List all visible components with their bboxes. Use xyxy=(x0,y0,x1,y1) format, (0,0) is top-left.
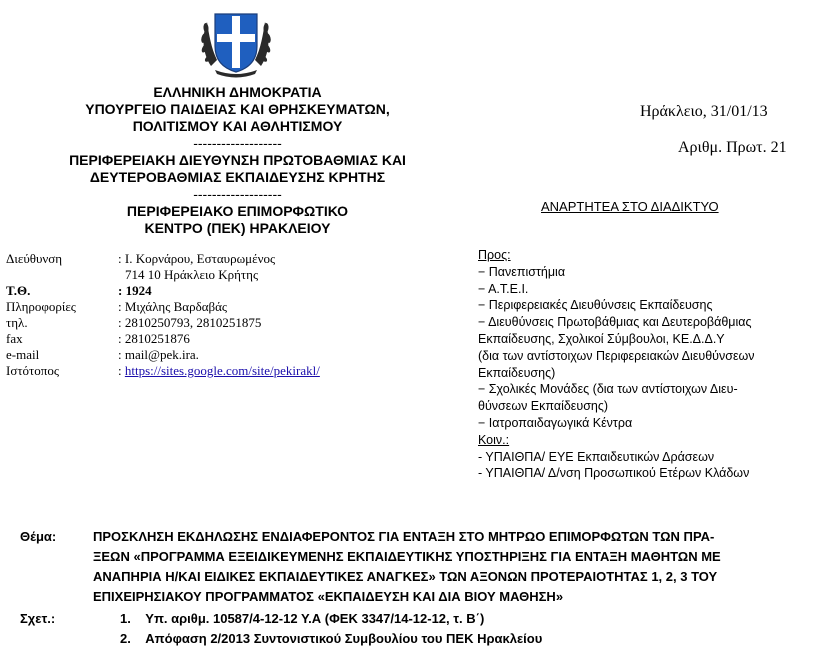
header-line: ΥΠΟΥΡΓΕΙΟ ΠΑΙΔΕΙΑΣ ΚΑΙ ΘΡΗΣΚΕΥΜΑΤΩΝ, xyxy=(85,101,390,117)
contact-person-label: Πληροφορίες xyxy=(6,299,76,314)
related-item-text: Υπ. αριθμ. 10587/4-12-12 Υ.Α (ΦΕΚ 3347/14-12-12, τ. Β΄) xyxy=(145,611,485,626)
website-prefix: : xyxy=(118,363,125,378)
po-box-row xyxy=(6,283,320,299)
subject-label: Θέμα: xyxy=(20,529,57,544)
header-line: ΠΕΡΙΦΕΡΕΙΑΚΟ ΕΠΙΜΟΡΦΩΤΙΚΟ xyxy=(126,203,349,219)
header-line: ΠΟΛΙΤΙΣΜΟΥ ΚΑΙ ΑΘΛΗΤΙΣΜΟΥ xyxy=(132,118,343,134)
subject-line: ΑΝΑΠΗΡΙΑ Η/ΚΑΙ ΕΙΔΙΚΕΣ ΕΚΠΑΙΔΕΥΤΙΚΕΣ ΑΝΑΓΚΕΣ» ΤΩΝ ΑΞΟΝΩΝ ΠΡΟΤΕΡΑΙΟΤΗΤΑΣ 1, 2, 3 ΤΟΥ xyxy=(93,569,718,584)
header-line: ΔΕΥΤΕΡΟΒΑΘΜΙΑΣ ΕΚΠΑΙΔΕΥΣΗΣ ΚΡΗΤΗΣ xyxy=(89,169,386,185)
po-box-value: : 1924 xyxy=(118,283,152,298)
related-item-number: 2. xyxy=(120,631,131,646)
cc-label: Κοιν.: xyxy=(478,432,510,447)
contact-person-row xyxy=(6,299,320,315)
recipient-item: − Α.Τ.Ε.Ι. xyxy=(478,281,529,296)
cc-item: - ΥΠΑΙΘΠΑ/ Δ/νση Προσωπικού Ετέρων Κλάδων xyxy=(478,466,750,481)
related-label: Σχετ.: xyxy=(20,611,56,626)
header-separator: ------------------- xyxy=(193,186,282,202)
recipient-item: − Διευθύνσεις Πρωτοβάθμιας και Δευτεροβάθμιας xyxy=(478,315,752,330)
fax-value: : 2810251876 xyxy=(118,331,190,346)
website-link[interactable]: https://sites.google.com/site/pekirakl/ xyxy=(124,363,320,378)
phone-row xyxy=(6,315,320,331)
recipient-item: Εκπαίδευσης) xyxy=(478,365,556,380)
related-item-number: 1. xyxy=(120,611,131,626)
recipient-item: − Περιφερειακές Διευθύνσεις Εκπαίδευσης xyxy=(478,298,713,313)
greek-coat-of-arms-logo xyxy=(197,4,275,80)
header-separator: ------------------- xyxy=(193,135,282,151)
subject-line: ΞΕΩΝ «ΠΡΟΓΡΑΜΜΑ ΕΞΕΙΔΙΚΕΥΜΕΝΗΣ ΕΚΠΑΙΔΕΥΤΙΚΗΣ ΥΠΟΣΤΗΡΙΞΗΣ ΓΙΑ ΕΝΤΑΞΗ ΜΑΘΗΤΩΝ ΜΕ xyxy=(93,549,721,564)
contact-info xyxy=(6,251,320,379)
recipient-item: − Πανεπιστήμια xyxy=(478,264,566,279)
to-label: Προς: xyxy=(478,248,511,262)
subject-line: ΕΠΙΧΕΙΡΗΣΙΑΚΟΥ ΠΡΟΓΡΑΜΜΑΤΟΣ «ΕΚΠΑΙΔΕΥΣΗ ΚΑΙ ΔΙΑ ΒΙΟΥ ΜΑΘΗΣΗ» xyxy=(93,589,564,604)
subject-line: ΠΡΟΣΚΛΗΣΗ ΕΚΔΗΛΩΣΗΣ ΕΝΔΙΑΦΕΡΟΝΤΟΣ ΓΙΑ ΕΝΤΑΞΗ ΣΤΟ ΜΗΤΡΩΟ ΕΠΙΜΟΡΦΩΤΩΝ ΤΩΝ ΠΡΑ- xyxy=(93,529,715,544)
address-value: : Ι. Κορνάρου, Εσταυρωμένος xyxy=(118,251,276,266)
fax-row xyxy=(6,331,320,347)
email-value: : mail@pek.ira. xyxy=(118,347,199,362)
contact-person-value: : Μιχάλης Βαρδαβάς xyxy=(118,299,228,314)
recipient-item: (δια των αντίστοιχων Περιφερειακών Διευθύνσεων xyxy=(478,348,755,363)
related-item-text: Απόφαση 2/2013 Συντονιστικού Συμβουλίου του ΠΕΚ Ηρακλείου xyxy=(145,631,543,646)
fax-label: fax xyxy=(6,331,23,346)
protocol-number: Αριθμ. Πρωτ. 21 xyxy=(678,139,787,156)
publish-note: ΑΝΑΡΤΗΤΕΑ ΣΤΟ ΔΙΑΔΙΚΤΥΟ xyxy=(541,199,719,214)
recipient-item: Εκπαίδευσης, Σχολικοί Σύμβουλοι, ΚΕ.Δ.Δ.Υ xyxy=(478,331,725,346)
website-row xyxy=(6,363,320,379)
email-label: e-mail xyxy=(6,347,40,362)
recipient-item: − Ιατροπαιδαγωγικά Κέντρα xyxy=(478,415,633,430)
header-line: ΚΕΝΤΡΟ (ΠΕΚ) ΗΡΑΚΛΕΙΟΥ xyxy=(144,220,331,236)
related-item xyxy=(120,629,542,649)
address-value-2: 714 10 Ηράκλειο Κρήτης xyxy=(125,267,259,282)
website-label: Ιστότοπος xyxy=(6,363,59,378)
recipients-block xyxy=(478,247,808,482)
issuer-header xyxy=(40,84,435,237)
related-list xyxy=(120,609,542,649)
email-row xyxy=(6,347,320,363)
recipient-item: − Σχολικές Μονάδες (δια των αντίστοιχων Διευ- xyxy=(478,382,738,397)
related-item xyxy=(120,609,542,629)
po-box-label: Τ.Θ. xyxy=(6,283,31,298)
header-line: ΕΛΛΗΝΙΚΗ ΔΗΜΟΚΡΑΤΙΑ xyxy=(153,84,322,100)
address-label: Διεύθυνση xyxy=(6,251,63,266)
phone-value: : 2810250793, 2810251875 xyxy=(118,315,262,330)
recipient-item: θύνσεων Εκπαίδευσης) xyxy=(478,399,609,414)
subject-text xyxy=(93,527,721,607)
place-date: Ηράκλειο, 31/01/13 xyxy=(640,103,768,120)
address-row xyxy=(6,251,320,267)
phone-label: τηλ. xyxy=(6,315,28,330)
address-row-2 xyxy=(6,267,320,283)
cc-item: - ΥΠΑΙΘΠΑ/ ΕΥΕ Εκπαιδευτικών Δράσεων xyxy=(478,449,715,464)
header-line: ΠΕΡΙΦΕΡΕΙΑΚΗ ΔΙΕΥΘΥΝΣΗ ΠΡΩΤΟΒΑΘΜΙΑΣ ΚΑΙ xyxy=(69,152,406,168)
